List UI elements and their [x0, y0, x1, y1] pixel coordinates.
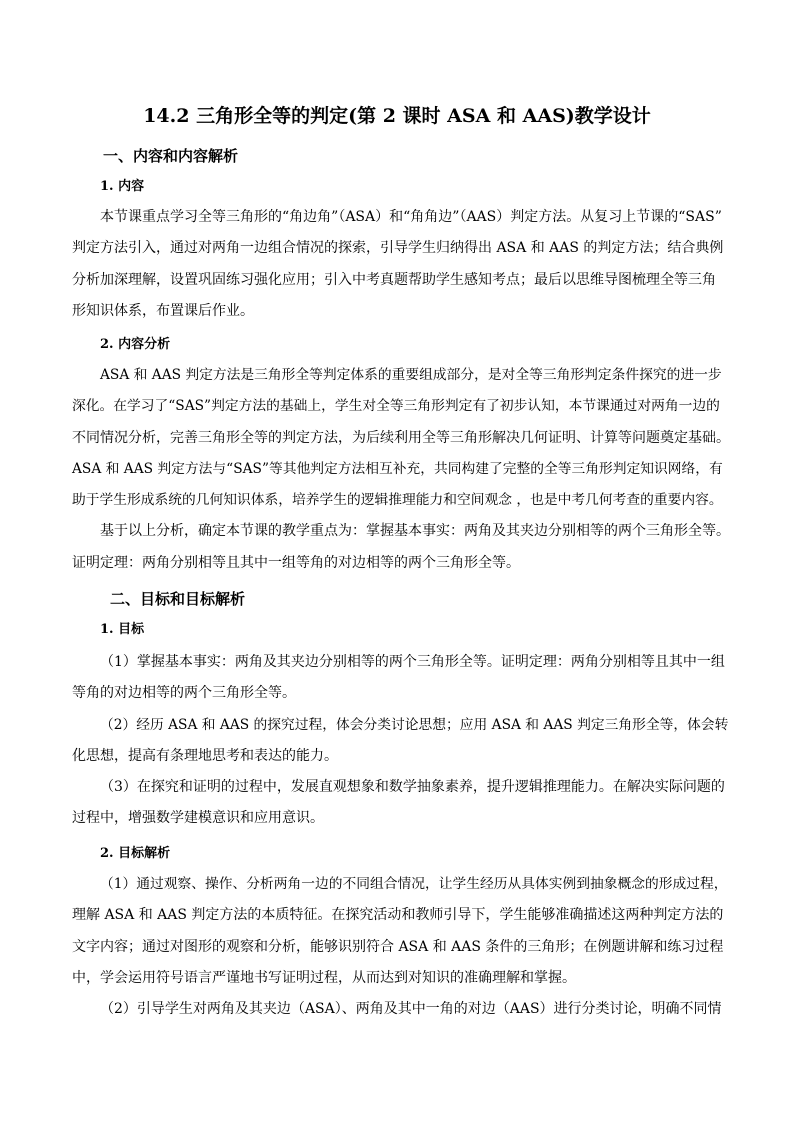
text-line: ASA 和 AAS 判定方法是三角形全等判定体系的重要组成部分，是对全等三角形判定条件探究的进一步 [100, 367, 722, 383]
text-line: （1）通过观察、操作、分析两角一边的不同组合情况，让学生经历从具体实例到抽象概念的形成过程， [100, 876, 728, 892]
text-line: （1）掌握基本事实：两角及其夹边分别相等的两个三角形全等。证明定理：两角分别相等且其中一组 [100, 654, 725, 670]
text-line: 证明定理：两角分别相等且其中一组等角的对边相等的两个三角形全等。 [72, 554, 520, 571]
paragraph-goal-analysis [72, 869, 730, 1025]
text-line: 过程中，增强数学建模意识和应用意识。 [72, 810, 324, 827]
page-title: 14.2 三角形全等的判定(第 2 课时 ASA 和 AAS)教学设计 [143, 105, 651, 127]
subheading-content-analysis: 2. 内容分析 [100, 337, 171, 352]
paragraph-content-analysis [72, 360, 730, 579]
text-line: （3）在探究和证明的过程中，发展直观想象和数学抽象素养，提升逻辑推理能力。在解决实际问题的 [100, 779, 725, 796]
text-line: （2）经历 ASA 和 AAS 的探究过程，体会分类讨论思想；应用 ASA 和 AAS 判定三角形全等，体会转 [100, 716, 729, 733]
subheading-content: 1. 内容 [100, 179, 145, 194]
text-line: 中，学会运用符号语言严谨地书写证明过程，从而达到对知识的准确理解和掌握。 [72, 969, 576, 986]
text-line: 等角的对边相等的两个三角形全等。 [72, 685, 296, 702]
section-heading-content: 一、内容和内容解析 [103, 147, 239, 165]
text-line: 本节课重点学习全等三角形的“角边角”（ASA）和“角角边”（AAS）判定方法。从复习上节课的“SAS” [100, 209, 722, 225]
text-line: 分析加深理解，设置巩固练习强化应用；引入中考真题帮助学生感知考点；最后以思维导图梳理全等三角 [72, 271, 716, 288]
paragraph-goals [72, 647, 730, 835]
text-line: 判定方法引入，通过对两角一边组合情况的探索，引导学生归纳得出 ASA 和 AAS 的判定方法；结合典例 [72, 240, 724, 257]
text-line: 深化。在学习了“SAS”判定方法的基础上，学生对全等三角形判定有了初步认知，本节课通过对两角一边的 [72, 398, 720, 415]
subheading-goal-analysis: 2. 目标解析 [100, 846, 171, 861]
text-line: 化思想，提高有条理地思考和表达的能力。 [72, 747, 338, 764]
subheading-goals: 1. 目标 [100, 622, 145, 637]
text-line: 不同情况分析，完善三角形全等的判定方法，为后续利用全等三角形解决几何证明、计算等问题奠定基础。 [72, 429, 730, 446]
paragraph-content [72, 202, 730, 327]
text-line: 理解 ASA 和 AAS 判定方法的本质特征。在探究活动和教师引导下，学生能够准确描述这两种判定方法的 [72, 907, 724, 924]
text-line: 形知识体系，布置课后作业。 [72, 302, 254, 319]
text-line: ASA 和 AAS 判定方法与“SAS”等其他判定方法相互补充，共同构建了完整的全等三角形判定知识网络，有 [72, 460, 723, 477]
section-heading-goals: 二、目标和目标解析 [110, 590, 246, 608]
text-line: 助于学生形成系统的几何知识体系，培养学生的逻辑推理能力和空间观念 ，也是中考几何考查的重要内容。 [72, 492, 723, 509]
text-line: 文字内容；通过对图形的观察和分析，能够识别符合 ASA 和 AAS 条件的三角形；在例题讲解和练习过程 [72, 938, 724, 955]
text-line: （2）引导学生对两角及其夹边（ASA）、两角及其中一角的对边（AAS）进行分类讨论，明确不同情 [100, 1001, 722, 1018]
text-line: 基于以上分析，确定本节课的教学重点为：掌握基本事实：两角及其夹边分别相等的两个三角形全等。 [100, 523, 730, 540]
